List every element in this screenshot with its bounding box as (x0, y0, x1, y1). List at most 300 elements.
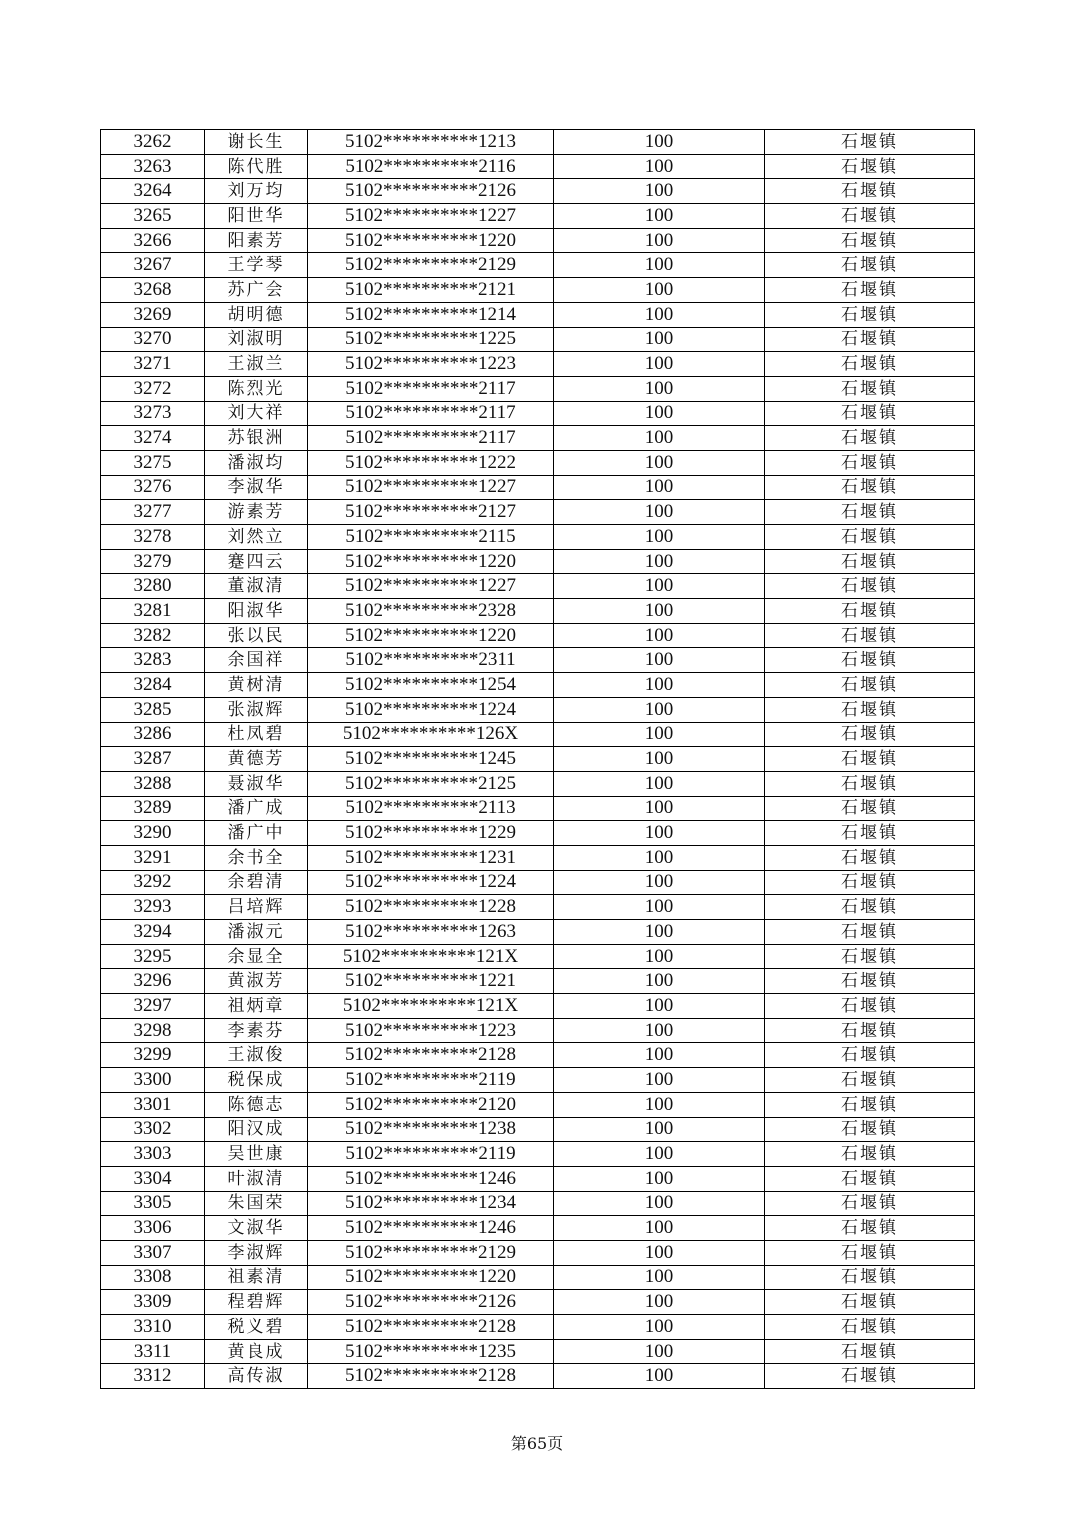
table-row (101, 228, 975, 253)
serial-cell: 3275 (101, 450, 205, 475)
amount-cell: 100 (554, 845, 765, 870)
id-number-cell: 5102**********2129 (308, 1240, 554, 1265)
name-cell: 阳汉成 (205, 1117, 308, 1142)
serial-cell: 3303 (101, 1142, 205, 1167)
amount-cell: 100 (554, 599, 765, 624)
name-cell: 叶淑清 (205, 1166, 308, 1191)
name-cell: 谢长生 (205, 130, 308, 155)
serial-cell: 3278 (101, 525, 205, 550)
amount-cell: 100 (554, 870, 765, 895)
amount-cell: 100 (554, 796, 765, 821)
table-row (101, 475, 975, 500)
id-number-cell: 5102**********1234 (308, 1191, 554, 1216)
table-row (101, 969, 975, 994)
amount-cell: 100 (554, 154, 765, 179)
table-row (101, 1018, 975, 1043)
amount-cell: 100 (554, 821, 765, 846)
name-cell: 余国祥 (205, 648, 308, 673)
table-row (101, 278, 975, 303)
amount-cell: 100 (554, 895, 765, 920)
amount-cell: 100 (554, 722, 765, 747)
serial-cell: 3285 (101, 697, 205, 722)
id-number-cell: 5102**********1213 (308, 130, 554, 155)
town-cell: 石堰镇 (765, 944, 975, 969)
table-row (101, 204, 975, 229)
amount-cell: 100 (554, 574, 765, 599)
id-number-cell: 5102**********1222 (308, 450, 554, 475)
amount-cell: 100 (554, 1142, 765, 1167)
serial-cell: 3297 (101, 994, 205, 1019)
town-cell: 石堰镇 (765, 376, 975, 401)
town-cell: 石堰镇 (765, 1043, 975, 1068)
id-number-cell: 5102**********1223 (308, 1018, 554, 1043)
table-row (101, 1240, 975, 1265)
name-cell: 黄良成 (205, 1339, 308, 1364)
serial-cell: 3298 (101, 1018, 205, 1043)
serial-cell: 3290 (101, 821, 205, 846)
serial-cell: 3296 (101, 969, 205, 994)
town-cell: 石堰镇 (765, 895, 975, 920)
serial-cell: 3302 (101, 1117, 205, 1142)
amount-cell: 100 (554, 475, 765, 500)
town-cell: 石堰镇 (765, 1290, 975, 1315)
name-cell: 黄树清 (205, 673, 308, 698)
id-number-cell: 5102**********1220 (308, 623, 554, 648)
serial-cell: 3293 (101, 895, 205, 920)
serial-cell: 3268 (101, 278, 205, 303)
town-cell: 石堰镇 (765, 450, 975, 475)
serial-cell: 3305 (101, 1191, 205, 1216)
town-cell: 石堰镇 (765, 549, 975, 574)
town-cell: 石堰镇 (765, 673, 975, 698)
amount-cell: 100 (554, 376, 765, 401)
name-cell: 苏银洲 (205, 426, 308, 451)
serial-cell: 3283 (101, 648, 205, 673)
id-number-cell: 5102**********1220 (308, 228, 554, 253)
serial-cell: 3306 (101, 1216, 205, 1241)
name-cell: 李素芬 (205, 1018, 308, 1043)
name-cell: 蹇四云 (205, 549, 308, 574)
id-number-cell: 5102**********2126 (308, 179, 554, 204)
table-row (101, 722, 975, 747)
name-cell: 刘万均 (205, 179, 308, 204)
table-row (101, 1315, 975, 1340)
town-cell: 石堰镇 (765, 1117, 975, 1142)
amount-cell: 100 (554, 1092, 765, 1117)
town-cell: 石堰镇 (765, 352, 975, 377)
town-cell: 石堰镇 (765, 475, 975, 500)
amount-cell: 100 (554, 969, 765, 994)
amount-cell: 100 (554, 1166, 765, 1191)
id-number-cell: 5102**********2121 (308, 278, 554, 303)
name-cell: 潘淑均 (205, 450, 308, 475)
name-cell: 聂淑华 (205, 771, 308, 796)
table-row (101, 796, 975, 821)
table-row (101, 944, 975, 969)
name-cell: 税义碧 (205, 1315, 308, 1340)
table-row (101, 549, 975, 574)
amount-cell: 100 (554, 1290, 765, 1315)
id-number-cell: 5102**********2119 (308, 1068, 554, 1093)
name-cell: 余碧清 (205, 870, 308, 895)
town-cell: 石堰镇 (765, 1364, 975, 1389)
town-cell: 石堰镇 (765, 500, 975, 525)
id-number-cell: 5102**********1246 (308, 1166, 554, 1191)
amount-cell: 100 (554, 130, 765, 155)
name-cell: 董淑清 (205, 574, 308, 599)
serial-cell: 3281 (101, 599, 205, 624)
serial-cell: 3270 (101, 327, 205, 352)
town-cell: 石堰镇 (765, 969, 975, 994)
id-number-cell: 5102**********2113 (308, 796, 554, 821)
table-row (101, 870, 975, 895)
id-number-cell: 5102**********1227 (308, 574, 554, 599)
name-cell: 吕培辉 (205, 895, 308, 920)
name-cell: 朱国荣 (205, 1191, 308, 1216)
id-number-cell: 5102**********121X (308, 944, 554, 969)
name-cell: 祖素清 (205, 1265, 308, 1290)
town-cell: 石堰镇 (765, 722, 975, 747)
table-body (101, 130, 975, 1389)
id-number-cell: 5102**********2128 (308, 1315, 554, 1340)
table-row (101, 1265, 975, 1290)
amount-cell: 100 (554, 944, 765, 969)
serial-cell: 3262 (101, 130, 205, 155)
id-number-cell: 5102**********2125 (308, 771, 554, 796)
town-cell: 石堰镇 (765, 401, 975, 426)
town-cell: 石堰镇 (765, 747, 975, 772)
id-number-cell: 5102**********2117 (308, 401, 554, 426)
serial-cell: 3312 (101, 1364, 205, 1389)
id-number-cell: 5102**********1246 (308, 1216, 554, 1241)
amount-cell: 100 (554, 253, 765, 278)
name-cell: 杜凤碧 (205, 722, 308, 747)
table-row (101, 1191, 975, 1216)
serial-cell: 3291 (101, 845, 205, 870)
table-row (101, 253, 975, 278)
table-row (101, 1092, 975, 1117)
table-row (101, 574, 975, 599)
town-cell: 石堰镇 (765, 302, 975, 327)
serial-cell: 3308 (101, 1265, 205, 1290)
serial-cell: 3311 (101, 1339, 205, 1364)
town-cell: 石堰镇 (765, 821, 975, 846)
town-cell: 石堰镇 (765, 154, 975, 179)
town-cell: 石堰镇 (765, 278, 975, 303)
name-cell: 刘大祥 (205, 401, 308, 426)
amount-cell: 100 (554, 426, 765, 451)
name-cell: 高传淑 (205, 1364, 308, 1389)
serial-cell: 3265 (101, 204, 205, 229)
town-cell: 石堰镇 (765, 994, 975, 1019)
name-cell: 阳淑华 (205, 599, 308, 624)
table-row (101, 697, 975, 722)
name-cell: 陈德志 (205, 1092, 308, 1117)
id-number-cell: 5102**********126X (308, 722, 554, 747)
id-number-cell: 5102**********1235 (308, 1339, 554, 1364)
table-row (101, 450, 975, 475)
amount-cell: 100 (554, 1068, 765, 1093)
id-number-cell: 5102**********1224 (308, 870, 554, 895)
table-row (101, 426, 975, 451)
name-cell: 黄德芳 (205, 747, 308, 772)
serial-cell: 3295 (101, 944, 205, 969)
name-cell: 祖炳章 (205, 994, 308, 1019)
beneficiary-table (100, 129, 975, 1389)
name-cell: 陈代胜 (205, 154, 308, 179)
town-cell: 石堰镇 (765, 204, 975, 229)
serial-cell: 3288 (101, 771, 205, 796)
id-number-cell: 5102**********121X (308, 994, 554, 1019)
name-cell: 潘淑元 (205, 920, 308, 945)
table-row (101, 1216, 975, 1241)
serial-cell: 3310 (101, 1315, 205, 1340)
table-row (101, 327, 975, 352)
name-cell: 潘广中 (205, 821, 308, 846)
serial-cell: 3274 (101, 426, 205, 451)
serial-cell: 3301 (101, 1092, 205, 1117)
id-number-cell: 5102**********1220 (308, 549, 554, 574)
table-row (101, 1290, 975, 1315)
serial-cell: 3267 (101, 253, 205, 278)
name-cell: 阳世华 (205, 204, 308, 229)
id-number-cell: 5102**********1223 (308, 352, 554, 377)
serial-cell: 3269 (101, 302, 205, 327)
id-number-cell: 5102**********1254 (308, 673, 554, 698)
town-cell: 石堰镇 (765, 1339, 975, 1364)
table-row (101, 401, 975, 426)
id-number-cell: 5102**********2311 (308, 648, 554, 673)
amount-cell: 100 (554, 1117, 765, 1142)
amount-cell: 100 (554, 204, 765, 229)
amount-cell: 100 (554, 697, 765, 722)
id-number-cell: 5102**********1231 (308, 845, 554, 870)
id-number-cell: 5102**********2129 (308, 253, 554, 278)
name-cell: 游素芳 (205, 500, 308, 525)
amount-cell: 100 (554, 1240, 765, 1265)
town-cell: 石堰镇 (765, 648, 975, 673)
amount-cell: 100 (554, 278, 765, 303)
table-row (101, 994, 975, 1019)
amount-cell: 100 (554, 1364, 765, 1389)
id-number-cell: 5102**********2328 (308, 599, 554, 624)
name-cell: 李淑辉 (205, 1240, 308, 1265)
amount-cell: 100 (554, 450, 765, 475)
table-row (101, 771, 975, 796)
amount-cell: 100 (554, 302, 765, 327)
name-cell: 张淑辉 (205, 697, 308, 722)
id-number-cell: 5102**********2117 (308, 376, 554, 401)
amount-cell: 100 (554, 1018, 765, 1043)
town-cell: 石堰镇 (765, 623, 975, 648)
name-cell: 程碧辉 (205, 1290, 308, 1315)
town-cell: 石堰镇 (765, 1068, 975, 1093)
name-cell: 王淑兰 (205, 352, 308, 377)
amount-cell: 100 (554, 1339, 765, 1364)
table-row (101, 1068, 975, 1093)
serial-cell: 3294 (101, 920, 205, 945)
serial-cell: 3280 (101, 574, 205, 599)
amount-cell: 100 (554, 1315, 765, 1340)
name-cell: 余显全 (205, 944, 308, 969)
amount-cell: 100 (554, 623, 765, 648)
serial-cell: 3309 (101, 1290, 205, 1315)
name-cell: 税保成 (205, 1068, 308, 1093)
town-cell: 石堰镇 (765, 1191, 975, 1216)
table-row (101, 821, 975, 846)
serial-cell: 3276 (101, 475, 205, 500)
id-number-cell: 5102**********2127 (308, 500, 554, 525)
table-row (101, 673, 975, 698)
town-cell: 石堰镇 (765, 525, 975, 550)
serial-cell: 3277 (101, 500, 205, 525)
amount-cell: 100 (554, 994, 765, 1019)
table-row (101, 623, 975, 648)
id-number-cell: 5102**********2119 (308, 1142, 554, 1167)
table-row (101, 1142, 975, 1167)
serial-cell: 3284 (101, 673, 205, 698)
serial-cell: 3299 (101, 1043, 205, 1068)
serial-cell: 3307 (101, 1240, 205, 1265)
town-cell: 石堰镇 (765, 920, 975, 945)
table-row (101, 154, 975, 179)
table-row (101, 845, 975, 870)
town-cell: 石堰镇 (765, 1315, 975, 1340)
id-number-cell: 5102**********1228 (308, 895, 554, 920)
id-number-cell: 5102**********1225 (308, 327, 554, 352)
table-row (101, 302, 975, 327)
serial-cell: 3266 (101, 228, 205, 253)
town-cell: 石堰镇 (765, 599, 975, 624)
serial-cell: 3300 (101, 1068, 205, 1093)
id-number-cell: 5102**********2120 (308, 1092, 554, 1117)
id-number-cell: 5102**********1229 (308, 821, 554, 846)
town-cell: 石堰镇 (765, 228, 975, 253)
table-row (101, 648, 975, 673)
id-number-cell: 5102**********2126 (308, 1290, 554, 1315)
id-number-cell: 5102**********1224 (308, 697, 554, 722)
serial-cell: 3304 (101, 1166, 205, 1191)
serial-cell: 3286 (101, 722, 205, 747)
serial-cell: 3287 (101, 747, 205, 772)
serial-cell: 3292 (101, 870, 205, 895)
name-cell: 阳素芳 (205, 228, 308, 253)
table-row (101, 525, 975, 550)
town-cell: 石堰镇 (765, 697, 975, 722)
amount-cell: 100 (554, 525, 765, 550)
amount-cell: 100 (554, 1043, 765, 1068)
id-number-cell: 5102**********2128 (308, 1364, 554, 1389)
serial-cell: 3271 (101, 352, 205, 377)
table-row (101, 1339, 975, 1364)
name-cell: 文淑华 (205, 1216, 308, 1241)
id-number-cell: 5102**********2115 (308, 525, 554, 550)
amount-cell: 100 (554, 673, 765, 698)
table-row (101, 920, 975, 945)
town-cell: 石堰镇 (765, 130, 975, 155)
serial-cell: 3272 (101, 376, 205, 401)
serial-cell: 3289 (101, 796, 205, 821)
town-cell: 石堰镇 (765, 1166, 975, 1191)
town-cell: 石堰镇 (765, 426, 975, 451)
table-row (101, 376, 975, 401)
name-cell: 黄淑芳 (205, 969, 308, 994)
id-number-cell: 5102**********1214 (308, 302, 554, 327)
town-cell: 石堰镇 (765, 1240, 975, 1265)
id-number-cell: 5102**********1220 (308, 1265, 554, 1290)
town-cell: 石堰镇 (765, 253, 975, 278)
id-number-cell: 5102**********1221 (308, 969, 554, 994)
town-cell: 石堰镇 (765, 1092, 975, 1117)
amount-cell: 100 (554, 920, 765, 945)
name-cell: 王淑俊 (205, 1043, 308, 1068)
table-row (101, 1043, 975, 1068)
amount-cell: 100 (554, 549, 765, 574)
town-cell: 石堰镇 (765, 771, 975, 796)
table-row (101, 747, 975, 772)
table-row (101, 1117, 975, 1142)
id-number-cell: 5102**********1238 (308, 1117, 554, 1142)
amount-cell: 100 (554, 352, 765, 377)
amount-cell: 100 (554, 747, 765, 772)
name-cell: 苏广会 (205, 278, 308, 303)
table-row (101, 1166, 975, 1191)
amount-cell: 100 (554, 1191, 765, 1216)
name-cell: 李淑华 (205, 475, 308, 500)
table-row (101, 895, 975, 920)
name-cell: 潘广成 (205, 796, 308, 821)
amount-cell: 100 (554, 327, 765, 352)
serial-cell: 3282 (101, 623, 205, 648)
id-number-cell: 5102**********1245 (308, 747, 554, 772)
town-cell: 石堰镇 (765, 327, 975, 352)
town-cell: 石堰镇 (765, 574, 975, 599)
table-row (101, 599, 975, 624)
serial-cell: 3263 (101, 154, 205, 179)
id-number-cell: 5102**********2117 (308, 426, 554, 451)
amount-cell: 100 (554, 401, 765, 426)
table-row (101, 130, 975, 155)
serial-cell: 3279 (101, 549, 205, 574)
town-cell: 石堰镇 (765, 845, 975, 870)
name-cell: 张以民 (205, 623, 308, 648)
name-cell: 陈烈光 (205, 376, 308, 401)
id-number-cell: 5102**********1227 (308, 475, 554, 500)
serial-cell: 3264 (101, 179, 205, 204)
amount-cell: 100 (554, 648, 765, 673)
name-cell: 刘然立 (205, 525, 308, 550)
town-cell: 石堰镇 (765, 1265, 975, 1290)
id-number-cell: 5102**********1227 (308, 204, 554, 229)
name-cell: 刘淑明 (205, 327, 308, 352)
id-number-cell: 5102**********2116 (308, 154, 554, 179)
town-cell: 石堰镇 (765, 796, 975, 821)
town-cell: 石堰镇 (765, 179, 975, 204)
page-number: 第65页 (510, 1434, 564, 1453)
name-cell: 胡明德 (205, 302, 308, 327)
town-cell: 石堰镇 (765, 1142, 975, 1167)
id-number-cell: 5102**********2128 (308, 1043, 554, 1068)
table-row (101, 179, 975, 204)
table-row (101, 1364, 975, 1389)
serial-cell: 3273 (101, 401, 205, 426)
name-cell: 余书全 (205, 845, 308, 870)
amount-cell: 100 (554, 1216, 765, 1241)
amount-cell: 100 (554, 179, 765, 204)
town-cell: 石堰镇 (765, 870, 975, 895)
table-row (101, 352, 975, 377)
name-cell: 王学琴 (205, 253, 308, 278)
